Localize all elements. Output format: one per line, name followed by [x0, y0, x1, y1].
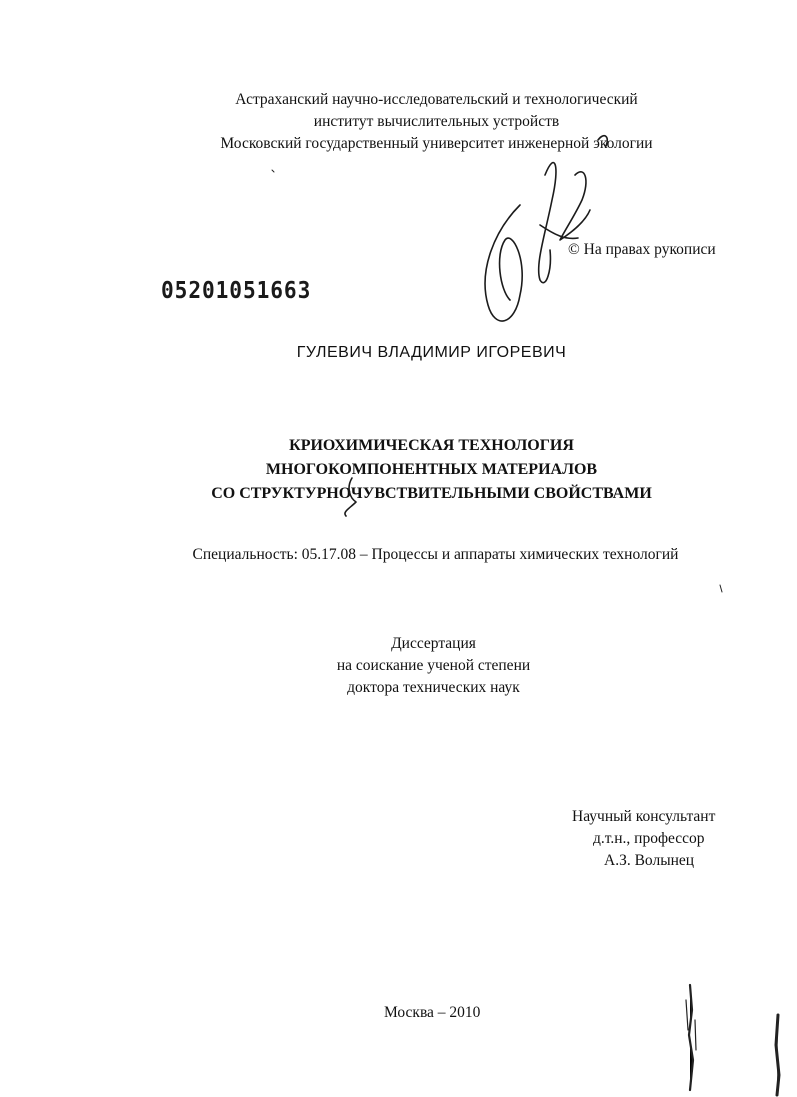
institution-line-3: Московский государственный университет инженерной экологии	[220, 135, 653, 152]
institution-line-2: институт вычислительных устройств	[313, 113, 560, 130]
dissertation-title	[0, 434, 797, 506]
degree-block	[0, 633, 797, 699]
degree-line-1: Диссертация	[391, 635, 476, 652]
institution-line-1: Астраханский научно-исследовательский и технологический	[235, 91, 638, 108]
rights-notice: © На правах рукописи	[568, 241, 716, 258]
institution-block	[0, 90, 797, 156]
degree-line-3: доктора технических наук	[347, 679, 520, 696]
consultant-block	[572, 806, 715, 872]
scan-artifact-2	[686, 1000, 696, 1050]
scan-artifact-5	[272, 170, 274, 172]
author-name: ГУЛЕВИЧ ВЛАДИМИР ИГОРЕВИЧ	[296, 344, 567, 361]
title-line-1: КРИОХИМИЧЕСКАЯ ТЕХНОЛОГИЯ	[289, 437, 574, 454]
consultant-line-3: А.З. Волынец	[604, 852, 695, 869]
signature-stroke-2	[539, 163, 556, 283]
title-line-2: МНОГОКОМПОНЕНТНЫХ МАТЕРИАЛОВ	[265, 461, 598, 478]
scan-artifact-3	[776, 1015, 779, 1095]
consultant-line-1: Научный консультант	[572, 808, 716, 825]
specialty-line: Специальность: 05.17.08 – Процессы и аппараты химических технологий	[192, 546, 679, 563]
signature-stroke-1	[485, 205, 522, 321]
place-year: Москва – 2010	[384, 1004, 481, 1021]
scan-artifact-4	[720, 585, 722, 592]
signature-stroke-3	[560, 172, 590, 240]
title-line-3: СО СТРУКТУРНОЧУВСТВИТЕЛЬНЫМИ СВОЙСТВАМИ	[211, 485, 652, 502]
signature-stroke-4	[540, 225, 578, 238]
degree-line-2: на соискание ученой степени	[336, 657, 531, 674]
consultant-line-2: д.т.н., профессор	[593, 830, 705, 847]
scan-artifact-1	[689, 985, 693, 1090]
registration-number: 05201051663	[161, 278, 312, 304]
